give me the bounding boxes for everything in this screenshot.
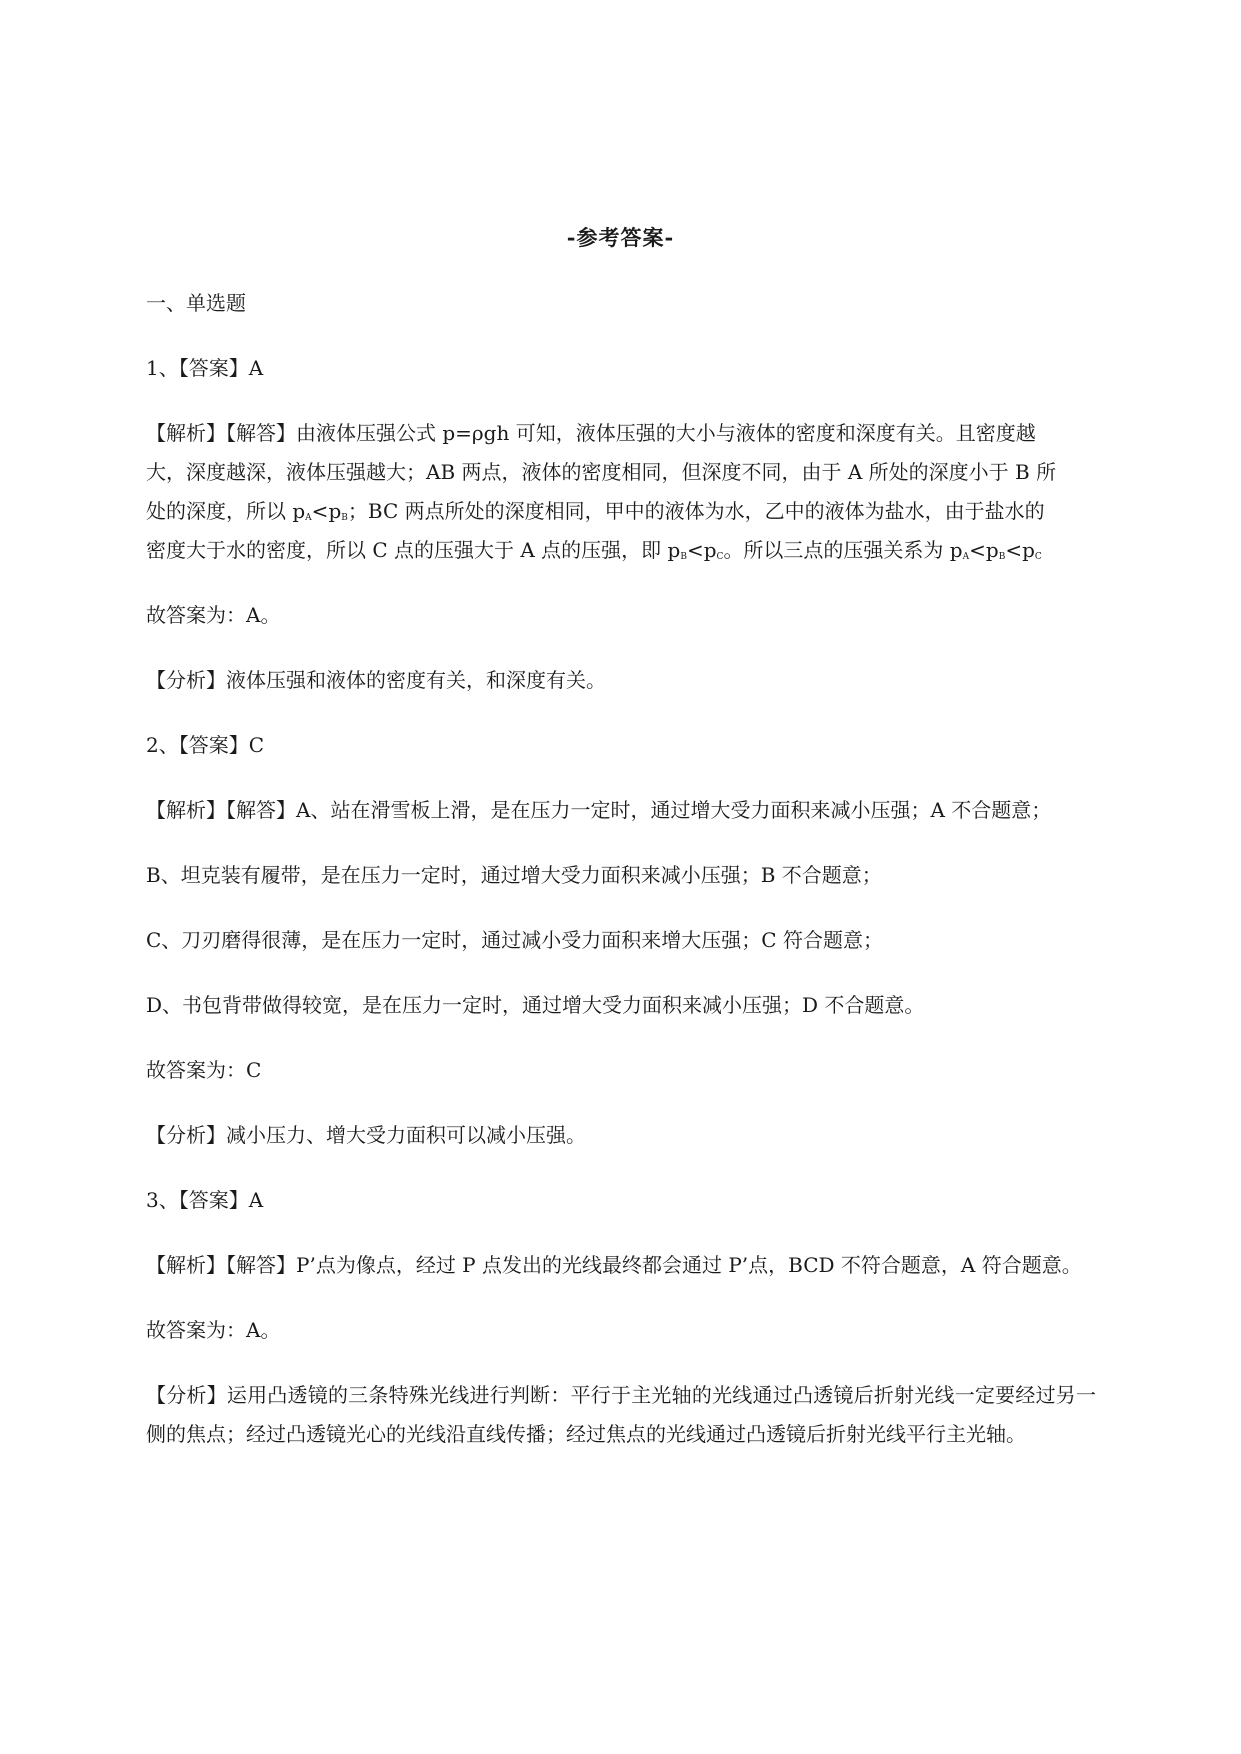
q1-analysis-line-4: [146, 531, 1096, 570]
pressure-symbol: p: [328, 499, 342, 523]
q2-analysis-b: B、坦克装有履带，是在压力一定时，通过增大受力面积来减小压强；B 不合题意；: [146, 863, 882, 887]
pressure-symbol: p: [985, 538, 999, 562]
q2-answer: 2、【答案】C: [146, 733, 265, 757]
subscript-b: B: [680, 552, 687, 562]
q1-conclusion: 故答案为：A。: [146, 603, 281, 627]
q1-text: 处的深度，所以 p: [146, 499, 306, 523]
q3-analysis: 【解析】【解答】P’点为像点，经过 P 点发出的光线最终都会通过 P’点，BCD 不符合题意，A 符合题意。: [146, 1253, 1082, 1277]
less-than-sign: <: [1005, 538, 1023, 562]
q2-analysis-d: D、书包背带做得较宽，是在压力一定时，通过增大受力面积来减小压强；D 不合题意。: [146, 993, 925, 1017]
q1-text: ；BC 两点所处的深度相同，甲中的液体为水，乙中的液体为盐水，由于盐水的: [347, 499, 1045, 523]
q1-summary: 【分析】液体压强和液体的密度有关，和深度有关。: [146, 668, 606, 692]
subscript-c: C: [716, 552, 724, 562]
q2-conclusion: 故答案为：C: [146, 1058, 262, 1082]
answer-content: [146, 284, 1096, 1480]
q2-analysis-a: 【解析】【解答】A、站在滑雪板上滑，是在压力一定时，通过增大受力面积来减小压强；A 不合题意；: [146, 798, 1052, 822]
page-title: -参考答案-: [566, 225, 675, 250]
q3-conclusion: 故答案为：A。: [146, 1318, 281, 1342]
q3-summary: 【分析】运用凸透镜的三条特殊光线进行判断：平行于主光轴的光线通过凸透镜后折射光线一定要经过另一侧的焦点；经过凸透镜光心的光线沿直线传播；经过焦点的光线通过凸透镜后折射光线平行主光轴。: [146, 1383, 1096, 1446]
q1-analysis-line-1: 【解析】【解答】由液体压强公式 p=ρgh 可知，液体压强的大小与液体的密度和深度有关。且密度越: [146, 421, 1036, 445]
pressure-symbol: p: [703, 538, 717, 562]
less-than-sign: <: [686, 538, 704, 562]
subscript-a: A: [962, 552, 970, 562]
pressure-symbol: p: [1022, 538, 1035, 562]
less-than-sign: <: [969, 538, 986, 562]
subscript-b: B: [998, 552, 1006, 562]
q2-analysis-c: C、刀刃磨得很薄，是在压力一定时，通过减小受力面积来增大压强；C 符合题意；: [146, 928, 883, 952]
q2-summary: 【分析】减小压力、增大受力面积可以减小压强。: [146, 1123, 586, 1147]
subscript-b: B: [341, 513, 348, 523]
q1-text: 密度大于水的密度，所以 C 点的压强大于 A 点的压强，即 p: [146, 538, 681, 562]
q1-answer: 1、【答案】A: [146, 356, 264, 380]
q1-analysis-line-3: [146, 492, 1096, 531]
subscript-c: C: [1034, 552, 1042, 562]
less-than-sign: <: [311, 499, 329, 523]
q1-text: 。所以三点的压强关系为 p: [723, 538, 963, 562]
q1-analysis-line-2: 大，深度越深，液体压强越大；AB 两点，液体的密度相同，但深度不同，由于 A 所处的深度小于 B 所: [146, 460, 1057, 484]
subscript-a: A: [305, 513, 312, 523]
q3-answer: 3、【答案】A: [146, 1188, 264, 1212]
q1-analysis: [146, 414, 1096, 570]
section-heading: 一、单选题: [146, 291, 246, 315]
